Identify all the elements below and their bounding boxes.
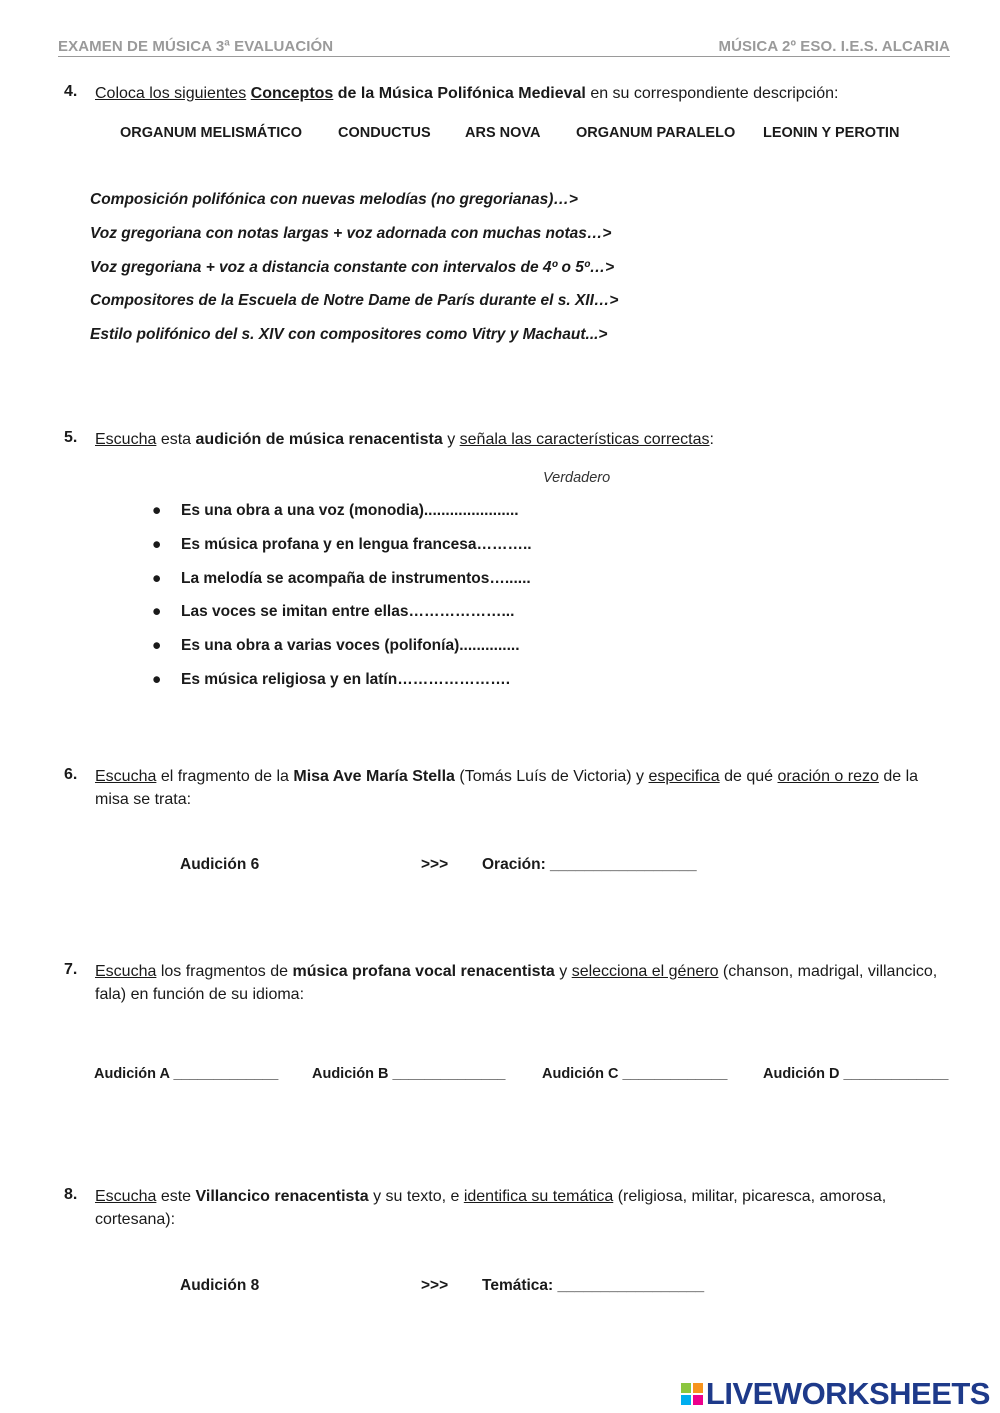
q7-text-6: (chanson, madrigal, villancico, fala) en función de su idioma:	[95, 963, 938, 1003]
concept-leonin-perotin[interactable]: LEONIN Y PEROTIN	[763, 125, 900, 141]
bullet-icon: ●	[152, 502, 162, 519]
q8-number: 8.	[64, 1186, 78, 1203]
header-right: MÚSICA 2º ESO. I.E.S. ALCARIA	[718, 38, 950, 55]
q8-audio-label: Audición 8	[180, 1277, 260, 1294]
q4-prompt	[95, 82, 838, 105]
q4-description-5: Estilo polifónico del s. XIV con compositores como Vitry y Machaut...>	[90, 326, 608, 343]
liveworksheets-logo-icon	[681, 1383, 703, 1405]
q6-text-2: el fragmento de la	[160, 768, 289, 785]
concept-conductus[interactable]: CONDUCTUS	[338, 125, 431, 141]
q5-text-1: Escucha	[95, 431, 157, 448]
q7-text-1: Escucha	[95, 963, 157, 980]
q4-description-2: Voz gregoriana con notas largas + voz adornada con muchas notas…>	[90, 225, 612, 242]
q6-text-4: (Tomás Luís de Victoria) y	[459, 768, 645, 785]
q5-item-2-text: Es música profana y en lengua francesa………..	[181, 536, 532, 553]
q6-arrow: >>>	[421, 856, 449, 873]
q6-prompt	[95, 765, 955, 811]
q7-number: 7.	[64, 961, 78, 978]
q5-item-1	[152, 502, 519, 520]
q5-item-4	[152, 603, 514, 621]
q6-audio-label: Audición 6	[180, 856, 260, 873]
q7-audio-b-field[interactable]: Audición B ______________	[312, 1066, 506, 1082]
q4-description-4: Compositores de la Escuela de Notre Dame de París durante el s. XII…>	[90, 292, 619, 309]
concept-organum-melismatico[interactable]: ORGANUM MELISMÁTICO	[120, 125, 303, 141]
q5-text-5: señala las características correctas	[459, 431, 710, 448]
bullet-icon: ●	[152, 637, 162, 654]
q7-audio-c-field[interactable]: Audición C _____________	[542, 1066, 728, 1082]
q7-text-5: selecciona el género	[571, 963, 719, 980]
q8-text-2: este	[160, 1188, 192, 1205]
q6-text-3: Misa Ave María Stella	[293, 768, 455, 785]
q4-description-1: Composición polifónica con nuevas melodías (no gregorianas)…>	[90, 191, 578, 208]
q7-text-3: música profana vocal renacentista	[292, 963, 555, 980]
bullet-icon: ●	[152, 536, 162, 553]
q6-text-6: de qué	[724, 768, 774, 785]
q5-item-4-text: Las voces se imitan entre ellas………………...	[181, 603, 515, 620]
q4-text-4: en su correspondiente descripción:	[590, 85, 839, 102]
q6-oracion-field[interactable]: Oración: _________________	[482, 856, 697, 873]
q6-text-8: de la misa se trata:	[95, 768, 919, 808]
q7-audio-a-field[interactable]: Audición A _____________	[94, 1066, 279, 1082]
q7-audio-d-field[interactable]: Audición D _____________	[763, 1066, 949, 1082]
q5-item-5-text: Es una obra a varias voces (polifonía)..............	[181, 637, 520, 654]
q8-text-1: Escucha	[95, 1188, 157, 1205]
q8-text-6: (religiosa, militar, picaresca, amorosa, cortesana):	[95, 1188, 887, 1228]
bullet-icon: ●	[152, 671, 162, 688]
q5-item-1-text: Es una obra a una voz (monodia)......................	[181, 502, 519, 519]
header-left: EXAMEN DE MÚSICA 3ª EVALUACIÓN	[58, 38, 334, 55]
q5-text-3: audición de música renacentista	[195, 431, 443, 448]
q5-item-3	[152, 570, 531, 588]
q5-prompt	[95, 428, 714, 451]
q4-text-1: Coloca los siguientes	[95, 85, 247, 102]
q5-text-2: esta	[160, 431, 192, 448]
q4-text-3: de la Música Polifónica Medieval	[337, 85, 586, 102]
verdadero-column-label: Verdadero	[543, 470, 611, 486]
q6-text-5: especifica	[648, 768, 720, 785]
q5-number: 5.	[64, 429, 78, 446]
q6-text-1: Escucha	[95, 768, 157, 785]
concept-organum-paralelo[interactable]: ORGANUM PARALELO	[576, 125, 736, 141]
q8-arrow: >>>	[421, 1277, 449, 1294]
liveworksheets-logo-text: LIVEWORKSHEETS	[705, 1376, 990, 1411]
q8-text-5: identifica su temática	[463, 1188, 614, 1205]
q4-text-2: Conceptos	[250, 85, 334, 102]
liveworksheets-logo[interactable]	[681, 1376, 990, 1412]
q4-number: 4.	[64, 83, 78, 100]
q5-item-6	[152, 671, 510, 689]
q5-item-2	[152, 536, 532, 554]
q4-description-3: Voz gregoriana + voz a distancia constante con intervalos de 4º o 5º…>	[90, 259, 615, 276]
q5-text-6: :	[709, 431, 714, 448]
bullet-icon: ●	[152, 570, 162, 587]
concept-ars-nova[interactable]: ARS NOVA	[465, 125, 541, 141]
q5-text-4: y	[447, 431, 456, 448]
q5-item-5	[152, 637, 520, 655]
q8-text-4: y su texto, e	[373, 1188, 460, 1205]
header-divider	[58, 56, 950, 57]
q7-text-4: y	[559, 963, 568, 980]
bullet-icon: ●	[152, 603, 162, 620]
q5-item-3-text: La melodía se acompaña de instrumentos…......	[181, 570, 531, 587]
q6-number: 6.	[64, 766, 78, 783]
q8-prompt	[95, 1185, 945, 1231]
q7-text-2: los fragmentos de	[160, 963, 289, 980]
q5-item-6-text: Es música religiosa y en latín………………….	[181, 671, 511, 688]
q8-text-3: Villancico renacentista	[195, 1188, 369, 1205]
q6-text-7: oración o rezo	[777, 768, 879, 785]
q7-prompt	[95, 960, 945, 1006]
q8-tematica-field[interactable]: Temática: _________________	[482, 1277, 705, 1294]
